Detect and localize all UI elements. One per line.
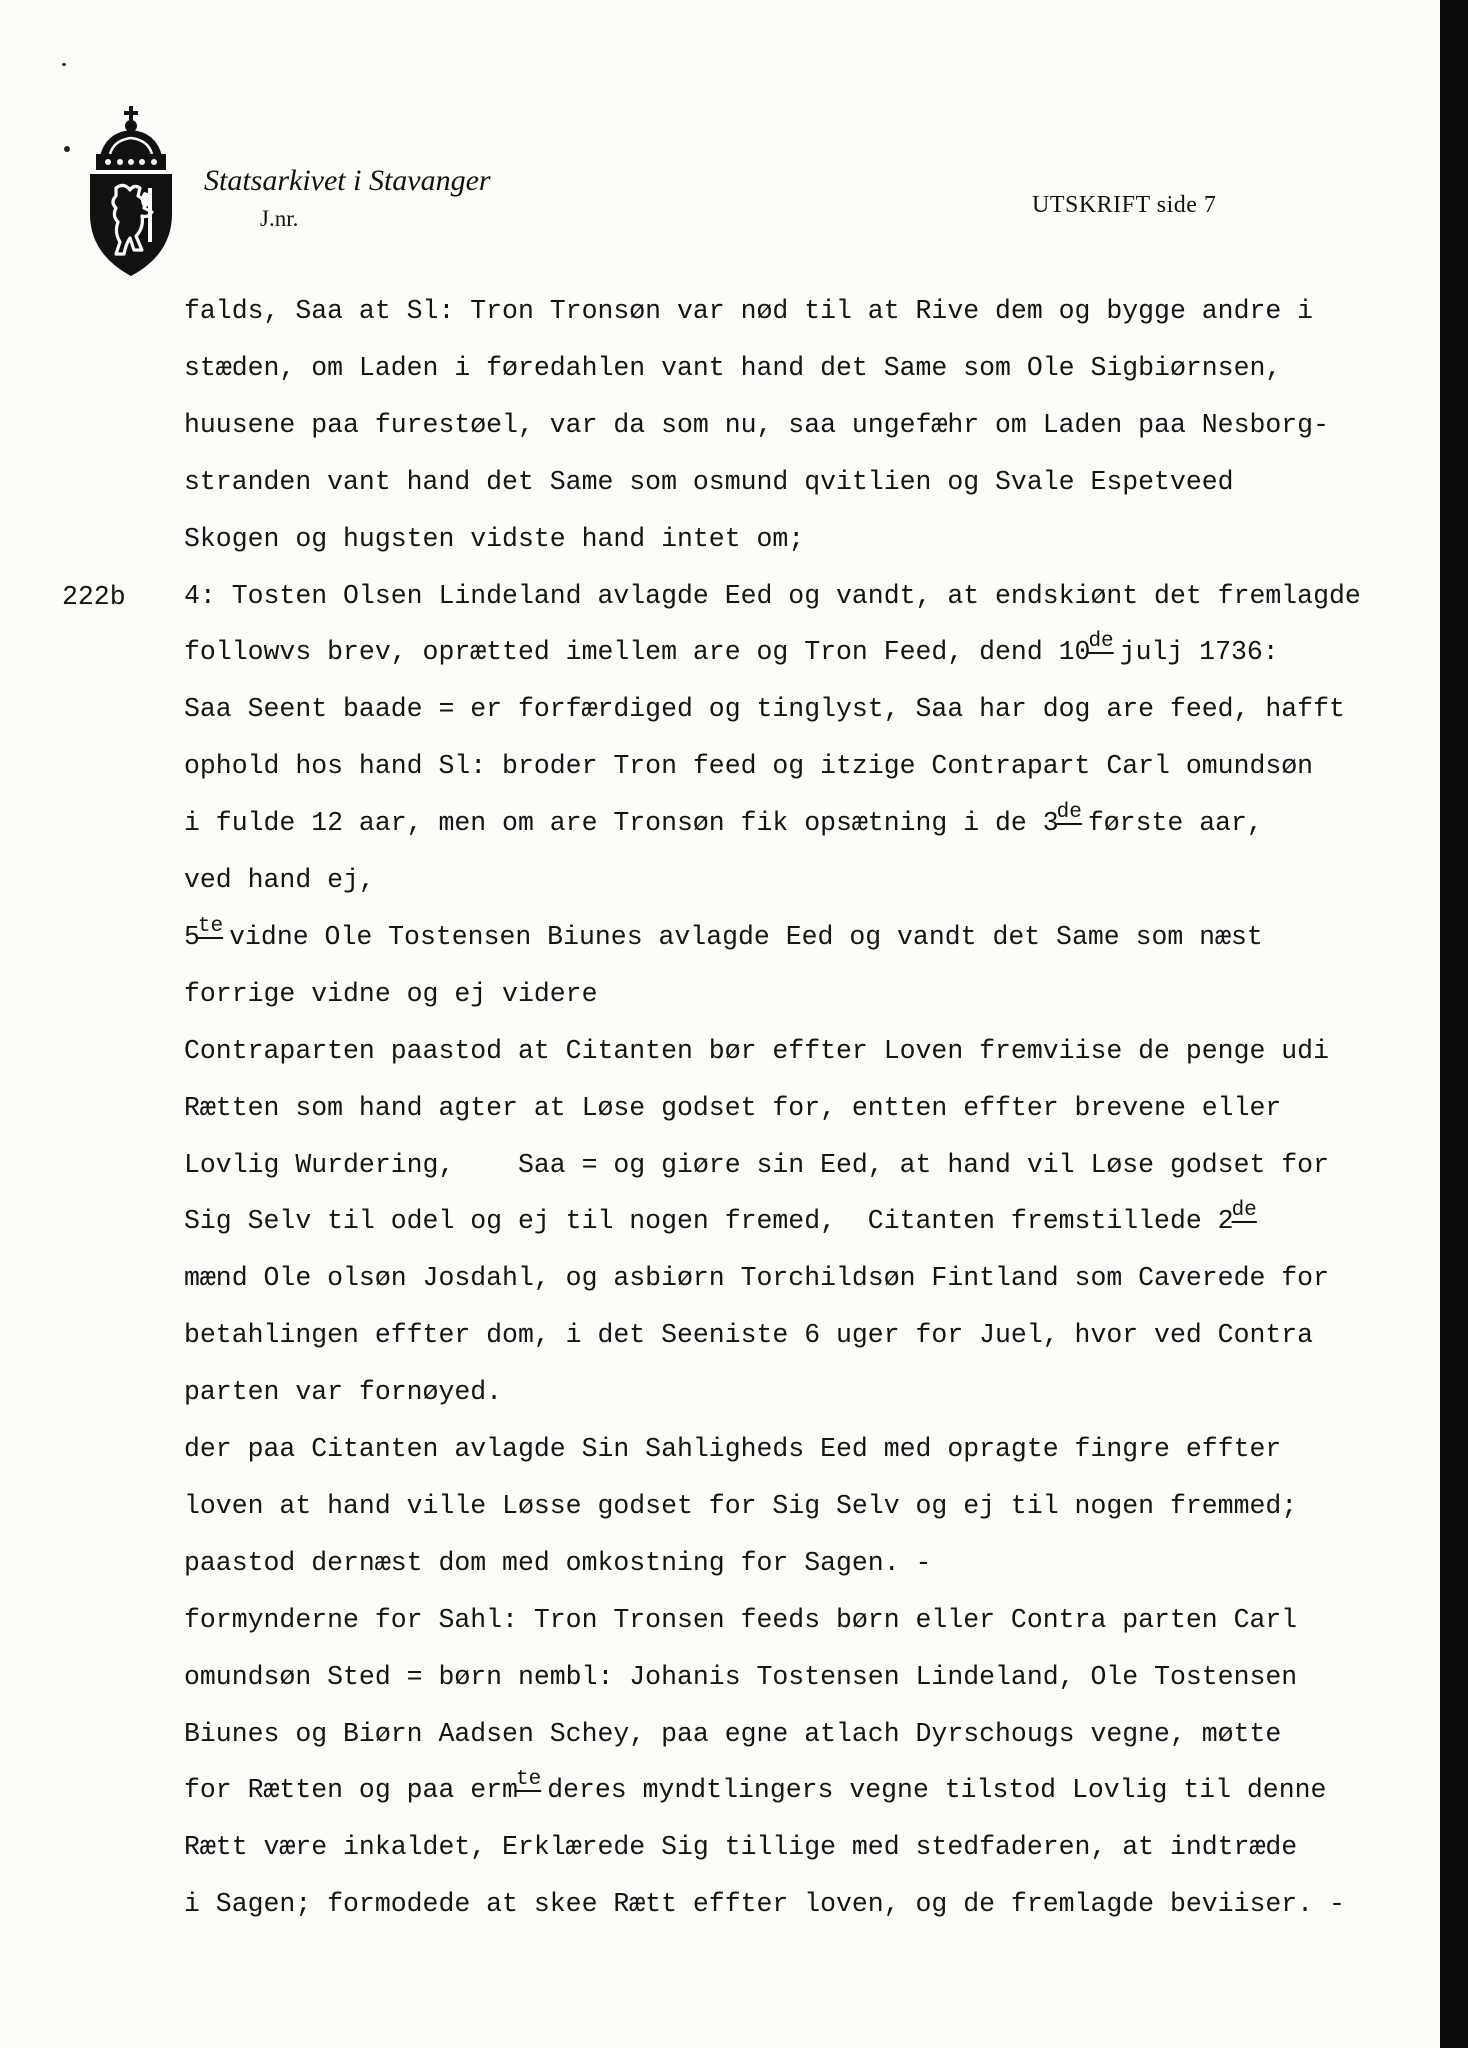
text-line: 4: Tosten Olsen Lindeland avlagde Eed og vandt, at endskiønt det fremlagde	[184, 580, 1361, 611]
text-line	[184, 914, 1263, 952]
text-line: Skogen og hugsten vidste hand intet om;	[184, 523, 805, 554]
line-text: deres myndtlingers vegne tilstod Lovlig til denne	[547, 1775, 1327, 1806]
line-text: vidne Ole Tostensen Biunes avlagde Eed og vandt det Same som næst	[229, 921, 1263, 952]
text-line: loven at hand ville Løsse godset for Sig Selv og ej til nogen fremmed;	[184, 1490, 1298, 1521]
text-line: Rætt være inkaldet, Erklærede Sig tillige med stedfaderen, at indtræde	[184, 1832, 1298, 1863]
text-line: Rætten som hand agter at Løse godset for, entten effter brevene eller	[184, 1092, 1282, 1123]
line-text: for Rætten og paa erm	[184, 1775, 518, 1806]
text-line: betahlingen effter dom, i det Seeniste 6 uger for Juel, hvor ved Contra	[184, 1320, 1314, 1351]
text-line: Biunes og Biørn Aadsen Schey, paa egne atlach Dyrschougs vegne, møtte	[184, 1718, 1282, 1749]
page-label: UTSKRIFT side 7	[1032, 192, 1217, 218]
scan-edge	[1440, 0, 1468, 2048]
line-text: første aar,	[1087, 808, 1263, 839]
norwegian-coat-of-arms-icon	[86, 104, 176, 280]
text-line: mænd Ole olsøn Josdahl, og asbiørn Torchildsøn Fintland som Caverede for	[184, 1263, 1329, 1294]
line-text: followvs brev, oprætted imellem are og Tron Feed, dend 10	[184, 637, 1091, 668]
superscript-ordinal: te	[197, 914, 224, 938]
text-line: parten var fornøyed.	[184, 1377, 503, 1408]
paper-speck	[62, 63, 66, 66]
text-line: formynderne for Sahl: Tron Tronsen feeds børn eller Contra parten Carl	[184, 1604, 1298, 1635]
text-line: omundsøn Sted = børn nembl: Johanis Tostensen Lindeland, Ole Tostensen	[184, 1661, 1298, 1692]
text-line: ophold hos hand Sl: broder Tron feed og itzige Contrapart Carl omundsøn	[184, 751, 1314, 782]
text-line: der paa Citanten avlagde Sin Sahligheds Eed med opragte fingre effter	[184, 1434, 1282, 1464]
text-line	[184, 630, 1279, 668]
text-line: Lovlig Wurdering, Saa = og giøre sin Eed, at hand vil Løse godset for	[184, 1149, 1329, 1180]
text-line: stranden vant hand det Same som osmund qvitlien og Svale Espetveed	[184, 466, 1234, 497]
line-text: julj 1736:	[1119, 637, 1279, 668]
text-line: huusene paa furestøel, var da som nu, saa ungefæhr om Laden paa Nesborg-	[184, 409, 1329, 440]
paper-speck	[64, 146, 70, 152]
journal-number-label: J.nr.	[260, 206, 299, 231]
line-text: i fulde 12 aar, men om are Tronsøn fik opsætning i de 3	[184, 808, 1059, 839]
text-line	[184, 801, 1263, 839]
superscript-ordinal: te	[515, 1768, 542, 1792]
superscript-ordinal: de	[1088, 630, 1114, 654]
margin-note: 222b	[62, 582, 126, 612]
text-line	[184, 1768, 1327, 1806]
text-line: Saa Seent baade = er forfærdiged og tinglyst, Saa har dog are feed, hafft	[184, 694, 1345, 725]
superscript-ordinal: de	[1231, 1199, 1257, 1223]
text-line: i Sagen; formodede at skee Rætt effter loven, og de fremlagde beviiser. -	[184, 1889, 1345, 1920]
archive-name: Statsarkivet i Stavanger	[204, 164, 491, 197]
text-line	[184, 1199, 1263, 1237]
text-line: Contraparten paastod at Citanten bør effter Loven fremviise de penge udi	[184, 1035, 1329, 1066]
text-line: stæden, om Laden i føredahlen vant hand det Same som Ole Sigbiørnsen,	[184, 352, 1282, 383]
superscript-ordinal: de	[1056, 801, 1082, 825]
text-line: ved hand ej,	[184, 865, 375, 895]
text-line: forrige vidne og ej videre	[184, 978, 598, 1009]
line-text: 5	[184, 921, 200, 952]
line-text: Sig Selv til odel og ej til nogen fremed, Citanten fremstillede 2	[184, 1206, 1234, 1237]
text-line: falds, Saa at Sl: Tron Tronsøn var nød til at Rive dem og bygge andre i	[184, 296, 1314, 326]
text-line: paastod dernæst dom med omkostning for Sagen. -	[184, 1547, 932, 1578]
